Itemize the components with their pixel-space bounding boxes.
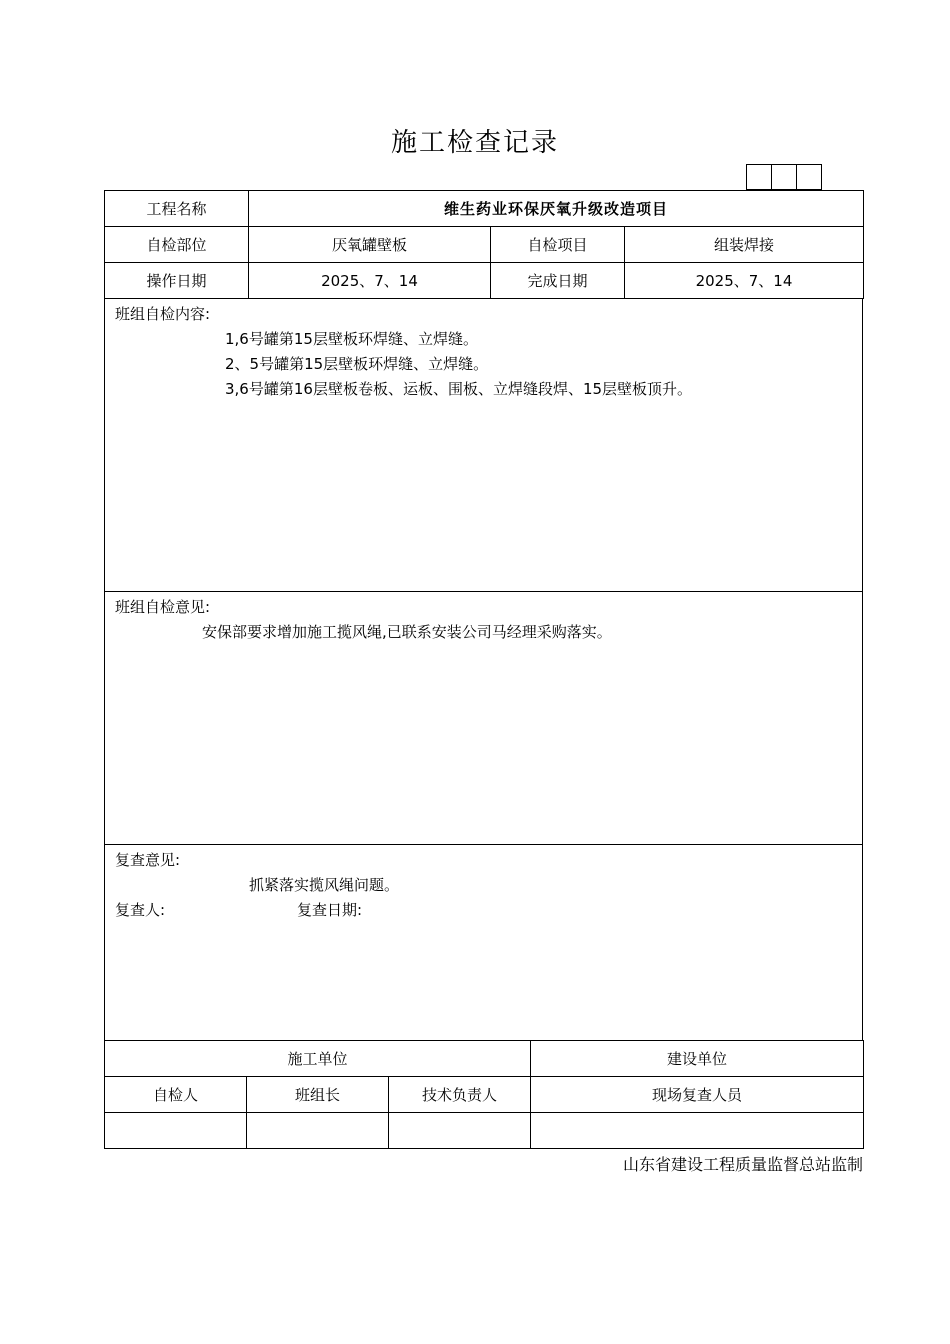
operation-date-value: 2025、7、14: [249, 263, 491, 299]
completion-date-value: 2025、7、14: [625, 263, 864, 299]
project-name-label: 工程名称: [105, 191, 249, 227]
team-leader-signature-cell: [247, 1113, 389, 1149]
check-part-label: 自检部位: [105, 227, 249, 263]
header-table: [104, 190, 864, 299]
review-opinion-label: 复查意见:: [115, 851, 181, 869]
self-checker-header: 自检人: [105, 1077, 247, 1113]
construction-unit-header: 施工单位: [105, 1041, 531, 1077]
review-section: [104, 844, 863, 1041]
record-number-box: [746, 164, 772, 190]
completion-date-label: 完成日期: [491, 263, 625, 299]
team-leader-header: 班组长: [247, 1077, 389, 1113]
self-check-item: 3,6号罐第16层壁板卷板、运板、围板、立焊缝段焊、15层壁板顶升。: [225, 380, 693, 398]
self-check-item: 2、5号罐第15层壁板环焊缝、立焊缝。: [225, 355, 489, 373]
check-part-value: 厌氧罐壁板: [249, 227, 491, 263]
site-reviewer-header: 现场复查人员: [531, 1077, 864, 1113]
review-date-label: 复查日期:: [297, 901, 363, 919]
check-item-label: 自检项目: [491, 227, 625, 263]
owner-unit-header: 建设单位: [531, 1041, 864, 1077]
tech-lead-signature-cell: [389, 1113, 531, 1149]
self-check-item: 1,6号罐第15层壁板环焊缝、立焊缝。: [225, 330, 478, 348]
footer-note: 山东省建设工程质量监督总站监制: [622, 1155, 863, 1174]
signoff-table: [104, 1040, 864, 1149]
self-check-content-section: [104, 299, 863, 592]
self-check-opinion-section: [104, 591, 863, 845]
project-name-value: 维生药业环保厌氧升级改造项目: [249, 191, 864, 227]
record-number-box: [771, 164, 797, 190]
site-reviewer-signature-cell: [531, 1113, 864, 1149]
self-check-opinion-label: 班组自检意见:: [115, 598, 211, 616]
record-number-boxes: [746, 164, 822, 190]
check-item-value: 组装焊接: [625, 227, 864, 263]
operation-date-label: 操作日期: [105, 263, 249, 299]
self-checker-signature-cell: [105, 1113, 247, 1149]
reviewer-label: 复查人:: [115, 901, 166, 919]
self-check-content-label: 班组自检内容:: [115, 305, 211, 323]
self-check-opinion-text: 安保部要求增加施工揽风绳,已联系安装公司马经理采购落实。: [202, 623, 612, 641]
tech-lead-header: 技术负责人: [389, 1077, 531, 1113]
page-title: 施工检查记录: [390, 128, 559, 158]
review-opinion-text: 抓紧落实揽风绳问题。: [249, 876, 400, 894]
record-number-box: [796, 164, 822, 190]
